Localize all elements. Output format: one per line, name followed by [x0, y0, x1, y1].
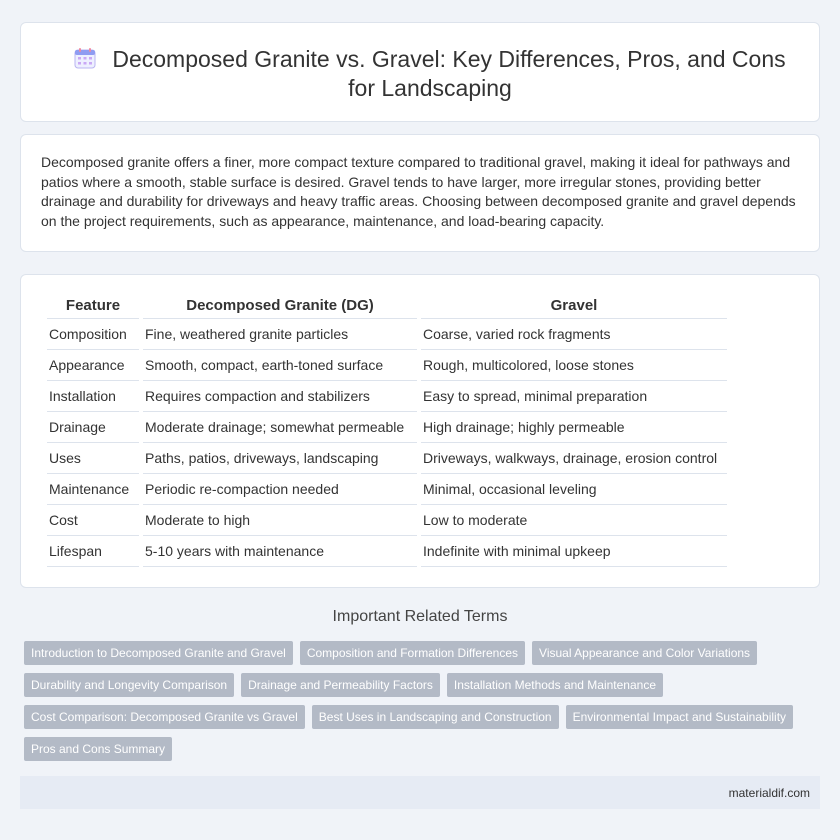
- table-cell: Paths, patios, driveways, landscaping: [143, 443, 417, 474]
- table-cell: Requires compaction and stabilizers: [143, 381, 417, 412]
- table-cell: Moderate to high: [143, 505, 417, 536]
- related-terms-heading: Important Related Terms: [332, 608, 508, 625]
- table-cell: Low to moderate: [421, 505, 727, 536]
- related-term-tag[interactable]: Composition and Formation Differences: [300, 641, 525, 665]
- table-cell: Coarse, varied rock fragments: [421, 319, 727, 350]
- comparison-table: [43, 293, 731, 567]
- table-cell: Rough, multicolored, loose stones: [421, 350, 727, 381]
- table-row: [47, 319, 727, 350]
- table-cell: Fine, weathered granite particles: [143, 319, 417, 350]
- table-row: [47, 474, 727, 505]
- table-cell: Composition: [47, 319, 139, 350]
- table-cell: High drainage; highly permeable: [421, 412, 727, 443]
- table-cell: Drainage: [47, 412, 139, 443]
- related-term-tag[interactable]: Best Uses in Landscaping and Construction: [312, 705, 559, 729]
- column-header-gravel: Gravel: [421, 293, 727, 319]
- table-row: [47, 505, 727, 536]
- table-cell: Easy to spread, minimal preparation: [421, 381, 727, 412]
- page-title: [61, 45, 799, 103]
- table-cell: Minimal, occasional leveling: [421, 474, 727, 505]
- related-term-tag[interactable]: Installation Methods and Maintenance: [447, 673, 663, 697]
- table-row: [47, 350, 727, 381]
- table-cell: Moderate drainage; somewhat permeable: [143, 412, 417, 443]
- table-cell: Smooth, compact, earth-toned surface: [143, 350, 417, 381]
- table-cell: Indefinite with minimal upkeep: [421, 536, 727, 567]
- column-header-feature: Feature: [47, 293, 139, 319]
- table-cell: Periodic re-compaction needed: [143, 474, 417, 505]
- table-cell: Maintenance: [47, 474, 139, 505]
- table-cell: Uses: [47, 443, 139, 474]
- related-term-tag[interactable]: Durability and Longevity Comparison: [24, 673, 234, 697]
- related-term-tag[interactable]: Cost Comparison: Decomposed Granite vs Gravel: [24, 705, 305, 729]
- table-row: [47, 536, 727, 567]
- page-title-text: Decomposed Granite vs. Gravel: Key Differences, Pros, and Cons for Landscaping: [112, 46, 786, 101]
- header-card: [20, 22, 820, 122]
- related-term-tag[interactable]: Introduction to Decomposed Granite and Gravel: [24, 641, 293, 665]
- table-row: [47, 412, 727, 443]
- related-term-tag[interactable]: Visual Appearance and Color Variations: [532, 641, 757, 665]
- intro-paragraph: Decomposed granite offers a finer, more compact texture compared to traditional gravel, making it ideal for pathways and patios where a smooth, stable surface is desired. Gravel tends to have larger, more irregular stones, providing better drainage and durability for driveways and heavy traffic areas. Choosing between decomposed granite and gravel depends on the project requirements, such as appearance, maintenance, and load-bearing capacity.: [41, 154, 796, 229]
- table-cell: Appearance: [47, 350, 139, 381]
- calendar-icon: [74, 47, 96, 69]
- related-term-tag[interactable]: Pros and Cons Summary: [24, 737, 172, 761]
- title-wrap: [61, 45, 799, 103]
- related-term-tag[interactable]: Environmental Impact and Sustainability: [566, 705, 793, 729]
- footer-bar: [20, 776, 820, 809]
- table-cell: Installation: [47, 381, 139, 412]
- comparison-card: [20, 274, 820, 588]
- footer-site-link[interactable]: materialdif.com: [728, 786, 810, 800]
- table-row: [47, 443, 727, 474]
- table-row: [47, 381, 727, 412]
- table-cell: 5-10 years with maintenance: [143, 536, 417, 567]
- column-header-dg: Decomposed Granite (DG): [143, 293, 417, 319]
- table-cell: Cost: [47, 505, 139, 536]
- table-cell: Lifespan: [47, 536, 139, 567]
- table-cell: Driveways, walkways, drainage, erosion control: [421, 443, 727, 474]
- related-term-tag[interactable]: Drainage and Permeability Factors: [241, 673, 440, 697]
- intro-card: [20, 134, 820, 252]
- related-terms-list: [24, 641, 804, 761]
- table-header-row: [47, 293, 727, 319]
